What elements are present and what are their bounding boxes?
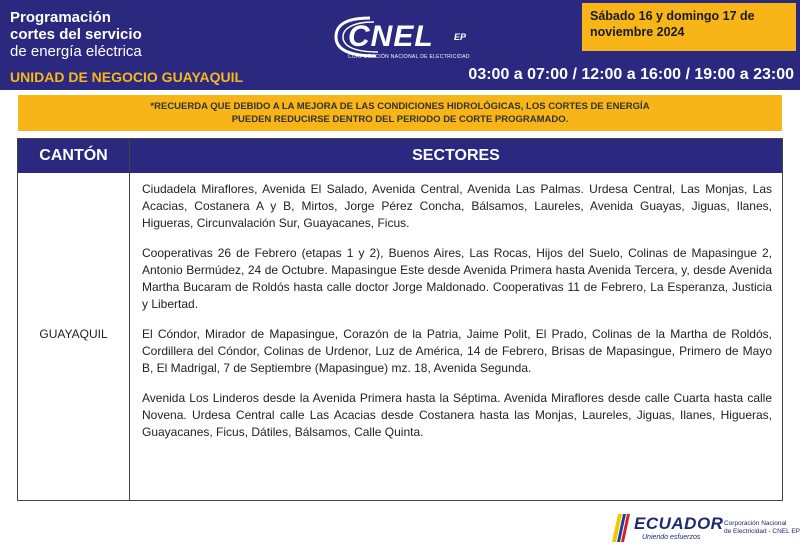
notice-banner: [18, 95, 782, 131]
corp-line-2: de Electricidad - CNEL EP: [724, 528, 800, 535]
date-line-1: Sábado 16 y domingo 17 de: [590, 9, 755, 23]
logo-subtitle: CORPORACIÓN NACIONAL DE ELECTRICIDAD: [348, 54, 470, 60]
sector-paragraph: Avenida Los Linderos desde la Avenida Primera hasta la Séptima. Avenida Miraflores desde calle Cuarta hasta calle Novena. Urdesa Central calle Las Acacias desde Costanera hasta las Monjas, Laureles, Jiguas, Ilanes, Higueras, Guayacanes, Ficus, Dátiles, Bálsamos, Calle Quinta.: [142, 391, 772, 439]
notice-line-1: *RECUERDA QUE DEBIDO A LA MEJORA DE LAS CONDICIONES HIDROLÓGICAS, LOS CORTES DE ENERGÍA: [150, 101, 650, 112]
sector-paragraph: Cooperativas 26 de Febrero (etapas 1 y 2), Buenos Aires, Las Rocas, Hijos del Suelo, Colinas de Mapasingue 2, Antonio Bermúdez, 24 de Octubre. Mapasingue Este desde Avenida Primera hasta Avenida Tercera, y, desde Avenida Martha Bucaram de Roldós hasta calle doctor Jorge Maldonado. Cooperativas 11 de Febrero, La Esperanza, Justicia y Libertad.: [142, 246, 772, 311]
title-line-2: cortes del servicio: [10, 26, 142, 43]
ecuador-flag-icon: [612, 514, 630, 542]
canton-cell: GUAYAQUIL: [39, 327, 108, 341]
header-sectores: SECTORES: [412, 147, 500, 164]
schedule-table: [17, 138, 783, 501]
table-header: [18, 139, 782, 173]
notice-line-2: PUEDEN REDUCIRSE DENTRO DEL PERIODO DE CORTE PROGRAMADO.: [231, 114, 569, 125]
header-banner: [0, 0, 800, 90]
date-box: [582, 3, 796, 51]
business-unit-label: UNIDAD DE NEGOCIO GUAYAQUIL: [10, 69, 244, 85]
corporation-name: [724, 520, 800, 536]
header-canton: CANTÓN: [39, 147, 108, 164]
ecuador-wordmark: ECUADOR: [634, 514, 724, 533]
cnel-logo: [330, 12, 490, 62]
column-divider: [129, 139, 130, 500]
footer-logo: [612, 512, 800, 546]
sector-paragraph: El Cóndor, Mirador de Mapasingue, Corazón de la Patria, Jaime Polit, El Prado, Colinas de la Martha de Roldós, Cordillera del Cóndor, Colinas de Urdenor, Luz de América, 14 de Febrero, Brisas de Mapasingue, Primero de Mayo B, El Madrigal, 7 de Septiembre (Mapasingue) mz. 18, Avenida Segunda.: [142, 327, 772, 375]
date-line-2: noviembre 2024: [590, 25, 685, 39]
title-line-3: de energía eléctrica: [10, 43, 142, 60]
sector-paragraph: Ciudadela Miraflores, Avenida El Salado, Avenida Central, Avenida Las Palmas. Urdesa Central, Las Monjas, Las Acacias, Costanera A y B, Mirtos, Jorge Pérez Concha, Bálsamos, Laureles, Avenida Guayas, Jiguas, Ilanes, Higueras, Circunvalación Sur, Guayacanes, Ficus.: [142, 182, 772, 230]
title-line-1: Programación: [10, 9, 111, 26]
logo-text: CNEL: [348, 20, 434, 53]
sectors-cell: [142, 181, 772, 454]
outage-hours: 03:00 a 07:00 / 12:00 a 16:00 / 19:00 a 23:00: [468, 66, 794, 83]
slogan: Uniendo esfuerzos: [642, 534, 701, 541]
corp-line-1: Corporación Nacional: [724, 520, 787, 527]
logo-suffix: EP: [454, 32, 467, 42]
